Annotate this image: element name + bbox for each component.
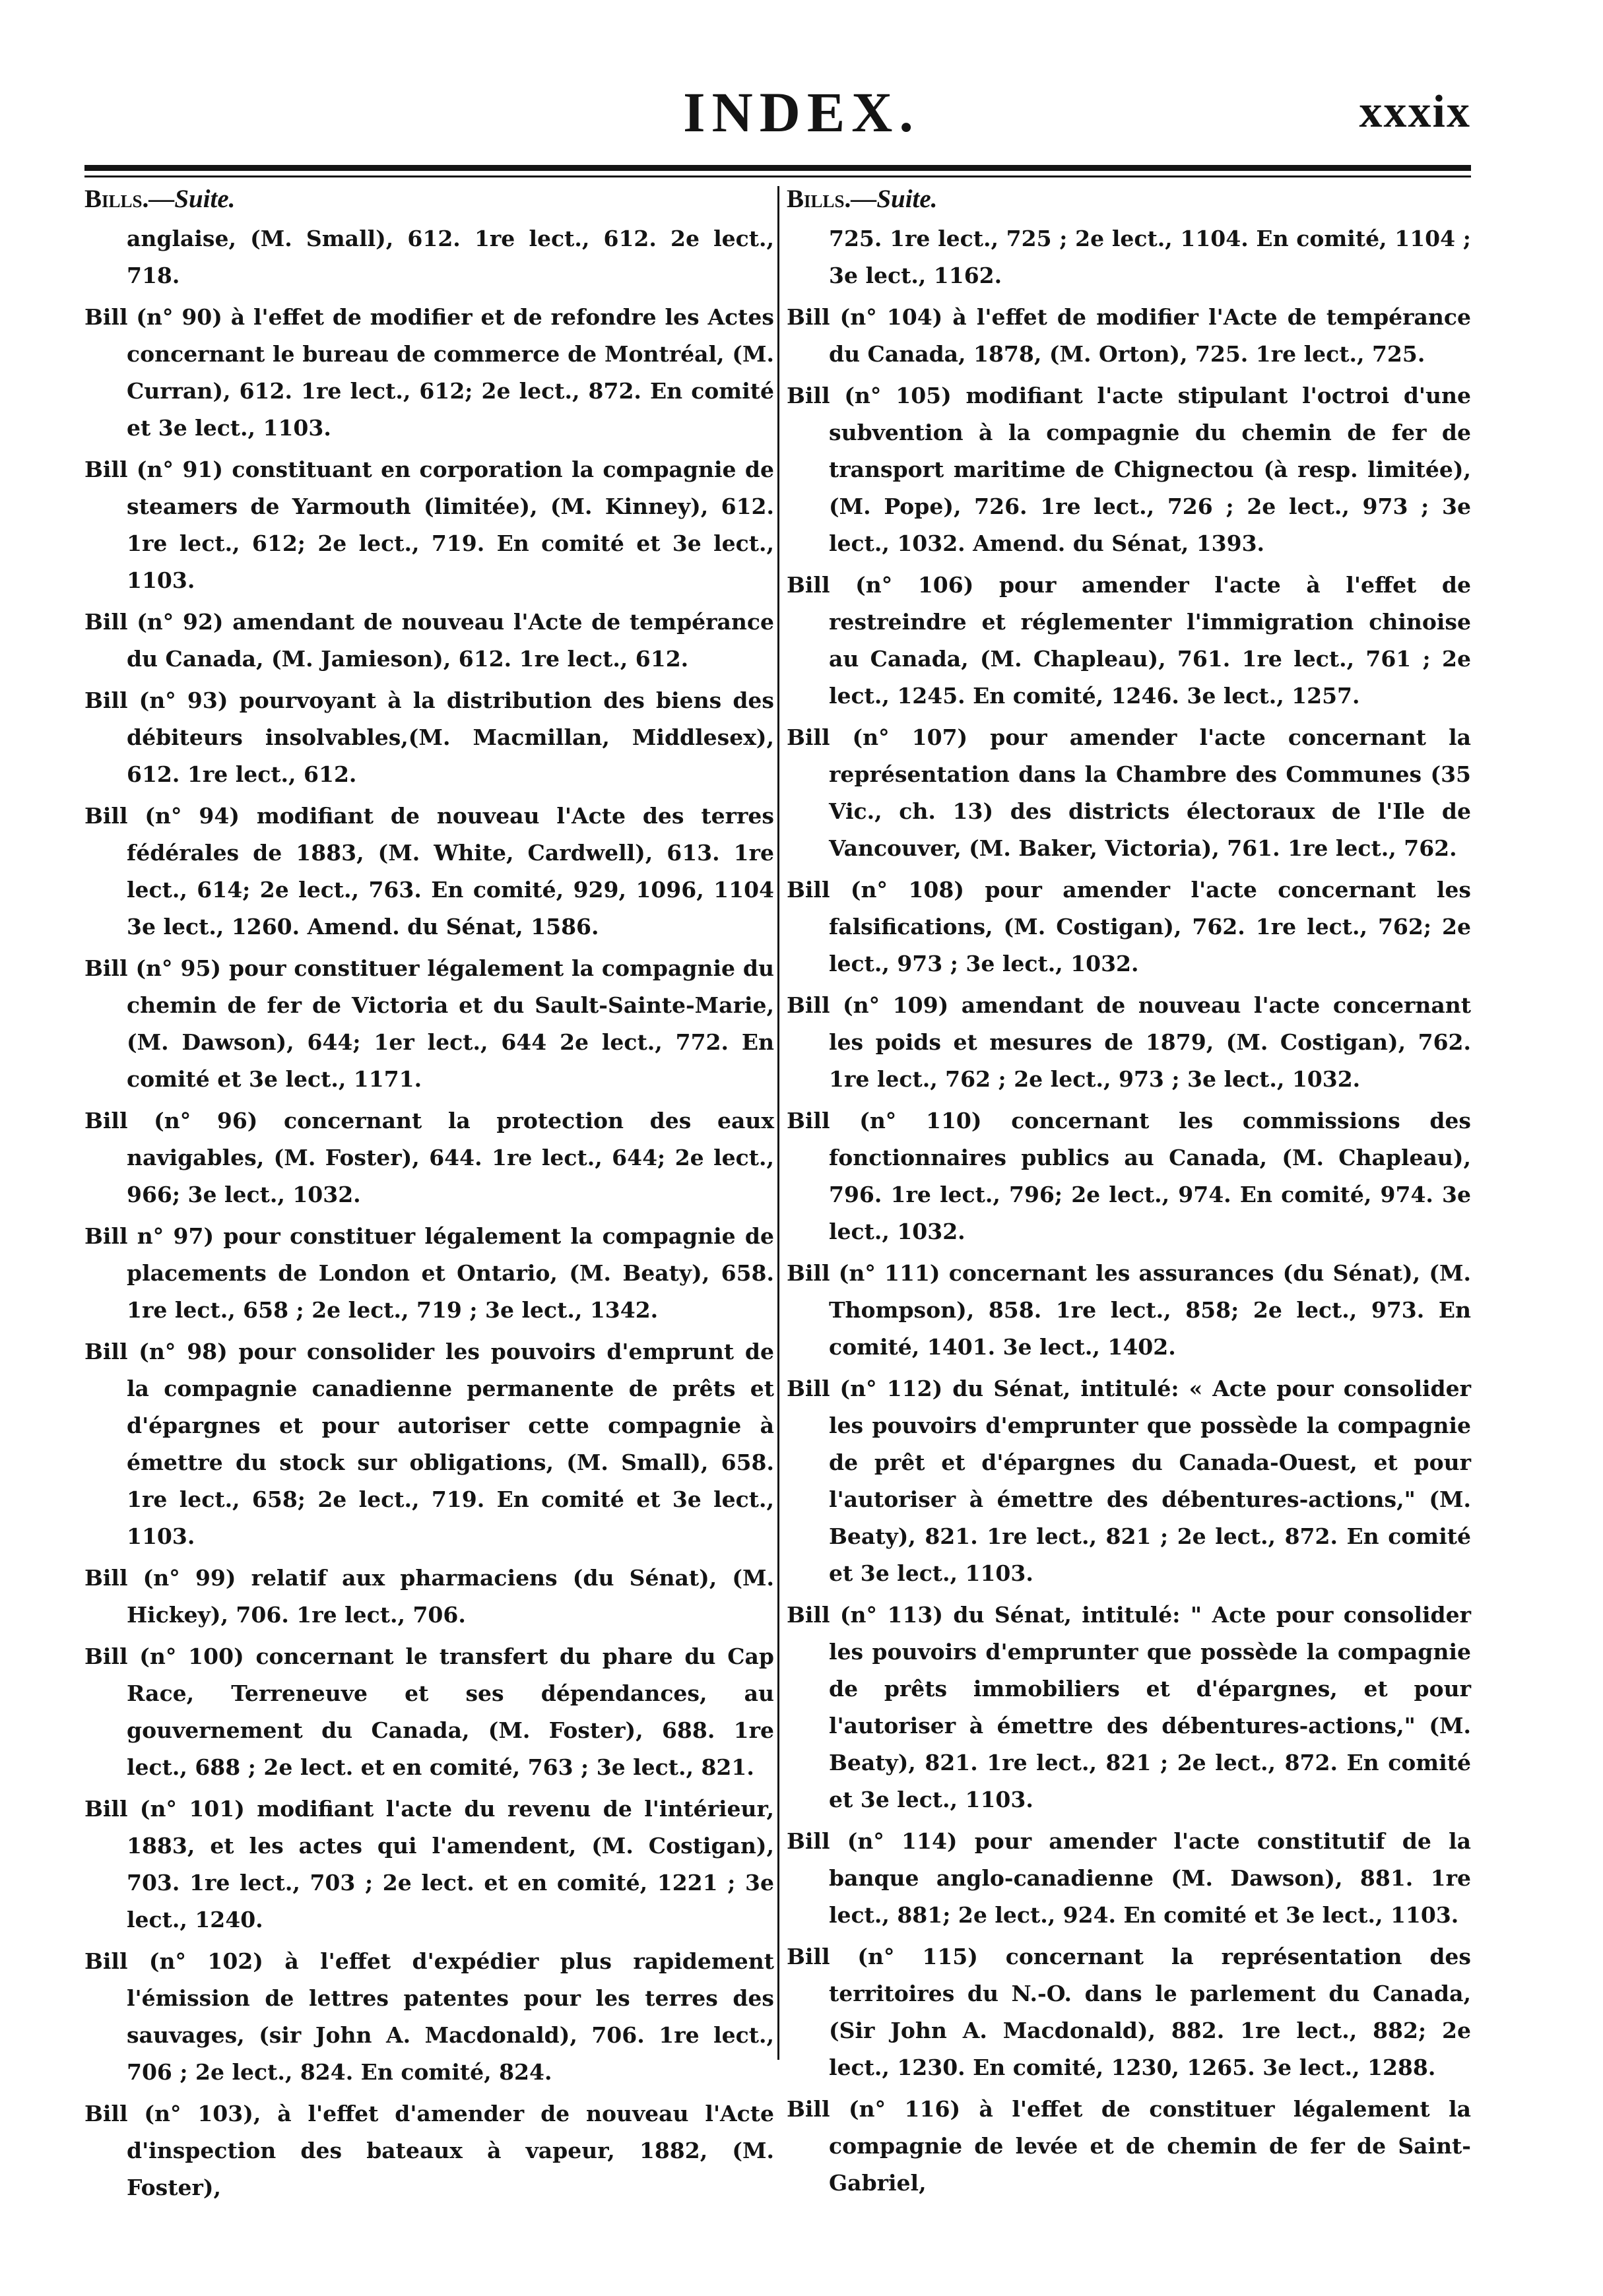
index-entry: Bill (n° 92) amendant de nouveau l'Acte de tempérance du Canada, (M. Jamieson), 612. 1re lect., 612. — [84, 609, 774, 672]
index-entry: Bill (n° 94) modifiant de nouveau l'Acte des terres fédérales de 1883, (M. White, Cardwell), 613. 1re lect., 614; 2e lect., 763. En comité, 929, 1096, 1104 3e lect., 1260. Amend. du Sénat, 1586. — [84, 803, 774, 940]
header-rule-thick — [84, 165, 1471, 171]
index-entry: Bill (n° 103), à l'effet d'amender de nouveau l'Acte d'inspection des bateaux à vapeur, 1882, (M. Foster), — [84, 2101, 774, 2200]
index-entry: Bill (n° 115) concernant la représentation des territoires du N.-O. dans le parlement du Canada, (Sir John A. Macdonald), 882. 1re lect., 882; 2e lect., 1230. En comité, 1230, 1265. 3e lect., 1288. — [787, 1944, 1471, 2080]
left-heading-suffix: —Suite. — [148, 185, 236, 213]
header-rule-thin — [84, 175, 1471, 177]
left-heading-name: Bills. — [84, 185, 149, 213]
index-entry: Bill (n° 91) constituant en corporation la compagnie de steamers de Yarmouth (limitée), (M. Kinney), 612. 1re lect., 612; 2e lect., 719. En comité et 3e lect., 1103. — [84, 457, 774, 593]
index-entry: Bill (n° 106) pour amender l'acte à l'effet de restreindre et réglementer l'immigration chinoise au Canada, (M. Chapleau), 761. 1re lect., 761 ; 2e lect., 1245. En comité, 1246. 3e lect., 1257. — [787, 572, 1471, 709]
index-entry: Bill (n° 114) pour amender l'acte constitutif de la banque anglo-canadienne (M. Dawson), 881. 1re lect., 881; 2e lect., 924. En comité et 3e lect., 1103. — [787, 1828, 1471, 1928]
index-entry: Bill (n° 100) concernant le transfert du phare du Cap Race, Terreneuve et ses dépendances, au gouvernement du Canada, (M. Foster), 688. 1re lect., 688 ; 2e lect. et en comité, 763 ; 3e lect., 821. — [84, 1643, 774, 1780]
index-entry: Bill (n° 105) modifiant l'acte stipulant l'octroi d'une subvention à la compagnie du chemin de fer de transport maritime de Chignectou (à resp. limitée), (M. Pope), 726. 1re lect., 726 ; 2e lect., 973 ; 3e lect., 1032. Amend. du Sénat, 1393. — [787, 383, 1471, 556]
index-entry: Bill (n° 104) à l'effet de modifier l'Acte de tempérance du Canada, 1878, (M. Orton), 725. 1re lect., 725. — [787, 304, 1471, 367]
index-entry: Bill (n° 112) du Sénat, intitulé: « Acte pour consolider les pouvoirs d'emprunter que possède la compagnie de prêt et d'épargnes du Canada-Ouest, et pour l'autoriser à émettre des débentures-actions," (M. Beaty), 821. 1re lect., 821 ; 2e lect., 872. En comité et 3e lect., 1103. — [787, 1376, 1471, 1586]
index-entry: Bill (n° 93) pourvoyant à la distribution des biens des débiteurs insolvables,(M. Macmillan, Middlesex), 612. 1re lect., 612. — [84, 687, 774, 787]
index-entry: Bill (n° 111) concernant les assurances (du Sénat), (M. Thompson), 858. 1re lect., 858; 2e lect., 973. En comité, 1401. 3e lect., 1402. — [787, 1260, 1471, 1360]
index-entry: Bill (n° 108) pour amender l'acte concernant les falsifications, (M. Costigan), 762. 1re lect., 762; 2e lect., 973 ; 3e lect., 1032. — [787, 877, 1471, 976]
index-entry: Bill (n° 113) du Sénat, intitulé: " Acte pour consolider les pouvoirs d'emprunter que possède la compagnie de prêts immobiliers et d'épargnes, et pour l'autoriser à émettre des débentures-actions," (M. Beaty), 821. 1re lect., 821 ; 2e lect., 872. En comité et 3e lect., 1103. — [787, 1602, 1471, 1812]
index-entry: Bill (n° 90) à l'effet de modifier et de refondre les Actes concernant le bureau de commerce de Montréal, (M. Curran), 612. 1re lect., 612; 2e lect., 872. En comité et 3e lect., 1103. — [84, 304, 774, 441]
index-entry: Bill (n° 96) concernant la protection des eaux navigables, (M. Foster), 644. 1re lect., 644; 2e lect., 966; 3e lect., 1032. — [84, 1108, 774, 1207]
index-entry: anglaise, (M. Small), 612. 1re lect., 612. 2e lect., 718. — [127, 226, 774, 288]
index-entry: Bill (n° 99) relatif aux pharmaciens (du Sénat), (M. Hickey), 706. 1re lect., 706. — [84, 1565, 774, 1628]
index-entry: Bill (n° 101) modifiant l'acte du revenu de l'intérieur, 1883, et les actes qui l'amendent, (M. Costigan), 703. 1re lect., 703 ; 2e lect. et en comité, 1221 ; 3e lect., 1240. — [84, 1796, 774, 1932]
page-title: INDEX. — [683, 80, 920, 144]
index-entry: 725. 1re lect., 725 ; 2e lect., 1104. En comité, 1104 ; 3e lect., 1162. — [829, 226, 1471, 288]
page-number: xxxix — [1359, 86, 1471, 137]
index-entry: Bill (n° 95) pour constituer légalement la compagnie du chemin de fer de Victoria et du Sault-Sainte-Marie, (M. Dawson), 644; 1er lect., 644 2e lect., 772. En comité et 3e lect., 1171. — [84, 955, 774, 1092]
right-column — [787, 183, 1471, 2206]
index-entry: Bill (n° 109) amendant de nouveau l'acte concernant les poids et mesures de 1879, (M. Costigan), 762. 1re lect., 762 ; 2e lect., 973 ; 3e lect., 1032. — [787, 992, 1471, 1092]
column-divider — [777, 186, 779, 2060]
index-entry: Bill (n° 107) pour amender l'acte concernant la représentation dans la Chambre des Communes (35 Vic., ch. 13) des districts électoraux de l'Ile de Vancouver, (M. Baker, Victoria), 761. 1re lect., 762. — [787, 724, 1471, 861]
index-entry: Bill (n° 102) à l'effet d'expédier plus rapidement l'émission de lettres patentes pour les terres des sauvages, (sir John A. Macdonald), 706. 1re lect., 706 ; 2e lect., 824. En comité, 824. — [84, 1948, 774, 2085]
index-entry: Bill n° 97) pour constituer légalement la compagnie de placements de London et Ontario, (M. Beaty), 658. 1re lect., 658 ; 2e lect., 719 ; 3e lect., 1342. — [84, 1223, 774, 1323]
right-heading-suffix: —Suite. — [851, 185, 938, 213]
index-entry: Bill (n° 98) pour consolider les pouvoirs d'emprunt de la compagnie canadienne permanente de prêts et d'épargnes et pour autoriser cette compagnie à émettre du stock sur obligations, (M. Small), 658. 1re lect., 658; 2e lect., 719. En comité et 3e lect., 1103. — [84, 1339, 774, 1549]
left-column — [84, 183, 774, 2211]
right-heading-name: Bills. — [787, 185, 851, 213]
right-column-heading — [787, 183, 1471, 215]
index-entry: Bill (n° 116) à l'effet de constituer légalement la compagnie de levée et de chemin de fer de Saint-Gabriel, — [787, 2096, 1471, 2196]
index-entry: Bill (n° 110) concernant les commissions des fonctionnaires publics au Canada, (M. Chapleau), 796. 1re lect., 796; 2e lect., 974. En comité, 974. 3e lect., 1032. — [787, 1108, 1471, 1244]
left-column-heading — [84, 183, 774, 215]
